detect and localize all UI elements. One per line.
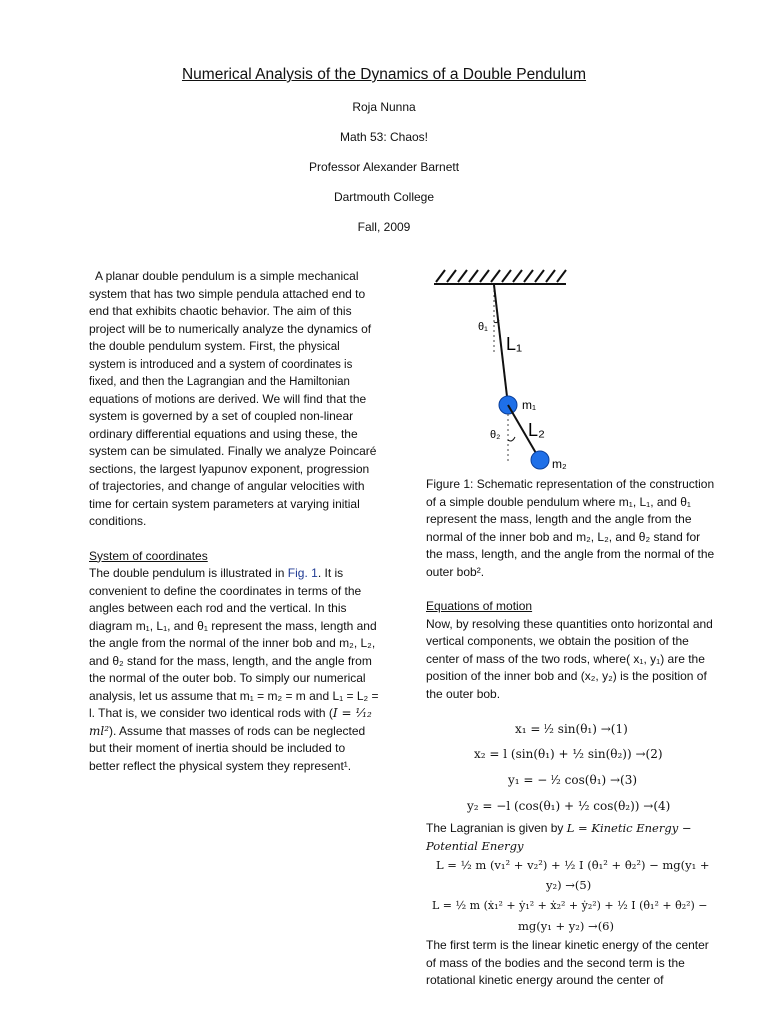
ceiling-hatch (434, 270, 566, 284)
bob-m2 (531, 451, 549, 469)
coordinates-heading: System of coordinates (89, 548, 208, 563)
coordinates-text: . It is convenient to define the coordinates in terms of the angles between each rod and the vertical. In this diagram m₁, L₁, and θ₁ represent the mass, length and the angle from the normal of the inner bob and m₂, L₂, and θ₂ stand for the mass, length, and the angle from the normal of the outer bob. To simply our numerical analysis, let us assume that m₁ = m₂ = m and L₁ = L₂ = l. That is, we consider two identical rods with ( (89, 566, 379, 720)
coordinates-text2: ). Assume that masses of rods can be neglected but their moment of inertia should be included to better reflect the physical system they represent¹. (89, 723, 366, 773)
angle-arc-2 (508, 437, 515, 441)
m1-label: m₁ (522, 398, 537, 412)
equation-1: x₁ = ˡ⁄₂ sin(θ₁) →(1) (515, 722, 628, 736)
inertia-formula: I = ¹⁄₁₂ ml² (89, 706, 372, 738)
theta2-label: θ₂ (490, 429, 501, 441)
equation-5-line2: y₂) →(5) (546, 878, 592, 892)
motion-paragraph: Now, by resolving these quantities onto horizontal and vertical components, we obtain the position of the center of mass of the two rods, where( x₁, y₁) are the position of the inner bob and (x₂, y₂) is the position of the outer bob. (426, 616, 713, 701)
abstract-part2: the physical system is introduced and a system of coordinates is fixed, and then the Lagrangian and the Hamiltonian equations of motions are derived. (89, 341, 353, 406)
coordinates-intro: The double pendulum is illustrated in (89, 566, 288, 580)
L2-label: L₂ (528, 420, 545, 440)
theta1-label: θ₁ (478, 321, 488, 333)
motion-heading: Equations of motion (426, 599, 533, 613)
term-date: Fall, 2009 (357, 220, 411, 234)
equation-6-line2: mg(y₁ + y₂) →(6) (518, 919, 614, 933)
left-column (89, 268, 379, 775)
abstract (89, 268, 379, 531)
professor-name: Professor Alexander Barnett (308, 160, 460, 174)
lagrangian-definition: L = Kinetic Energy − Potential Energy (426, 821, 692, 853)
m2-label: m₂ (552, 457, 567, 471)
equation-4: y₂ = −l (cos(θ₁) + ½ cos(θ₂)) →(4) (467, 799, 671, 813)
fig-1-link[interactable]: Fig. 1 (287, 566, 318, 580)
college-name: Dartmouth College (333, 190, 435, 204)
paper-title: Numerical Analysis of the Dynamics of a Double Pendulum (181, 66, 587, 83)
figure-caption: Figure 1: Schematic representation of the construction of a simple double pendulum where m₁, L₁, and θ₁ represent the mass, length and the angle from the normal of the inner bob and m₂, L₂, and θ₂ stand for the mass, length, and the angle from the normal of the outer bob². (426, 477, 715, 579)
abstract-part1: A planar double pendulum is a simple mechanical system that has two simple pendula attached end to end that exhibits chaotic behavior. The aim of this project will be to numerically analyze the dynamics of the double pendulum system. First, (89, 269, 372, 353)
author-name: Roja Nunna (352, 100, 416, 114)
equation-5-line1: L = ½ m (v₁² + v₂²) + ½ I (θ̇₁² + θ̇₂²) − mg(y₁ + (436, 858, 710, 872)
double-pendulum-diagram (428, 262, 588, 474)
lagrangian-intro: The Lagranian is given by (426, 821, 567, 835)
lagrangian-intro-block (426, 820, 726, 855)
abstract-part3: We will find that the system is governed by a set of coupled non-linear ordinary differential equations and using these, the system can be simulated. Finally we analyze Poincaré sections, the largest lyapunov exponent, progression of trajectories, and change of angular velocities with time for certain system parameters at varying initial conditions. (89, 391, 377, 528)
equation-2: x₂ = l (sin(θ₁) + ½ sin(θ₂)) →(2) (474, 747, 663, 761)
L1-label: L₁ (506, 334, 523, 354)
course-name: Math 53: Chaos! (339, 130, 429, 144)
right-column (426, 598, 718, 703)
coordinates-paragraph (89, 565, 379, 775)
closing-paragraph: The first term is the linear kinetic energy of the center of mass of the bodies and the second term is the rotational kinetic energy around the center of (426, 938, 709, 987)
equation-3: y₁ = − ˡ⁄₂ cos(θ₁) →(3) (508, 773, 638, 787)
equation-6-line1: L = ½ m (ẋ₁² + ẏ₁² + ẋ₂² + ẏ₂²) + ½ I (θ̇₁² + θ̇₂²) − (432, 899, 708, 912)
